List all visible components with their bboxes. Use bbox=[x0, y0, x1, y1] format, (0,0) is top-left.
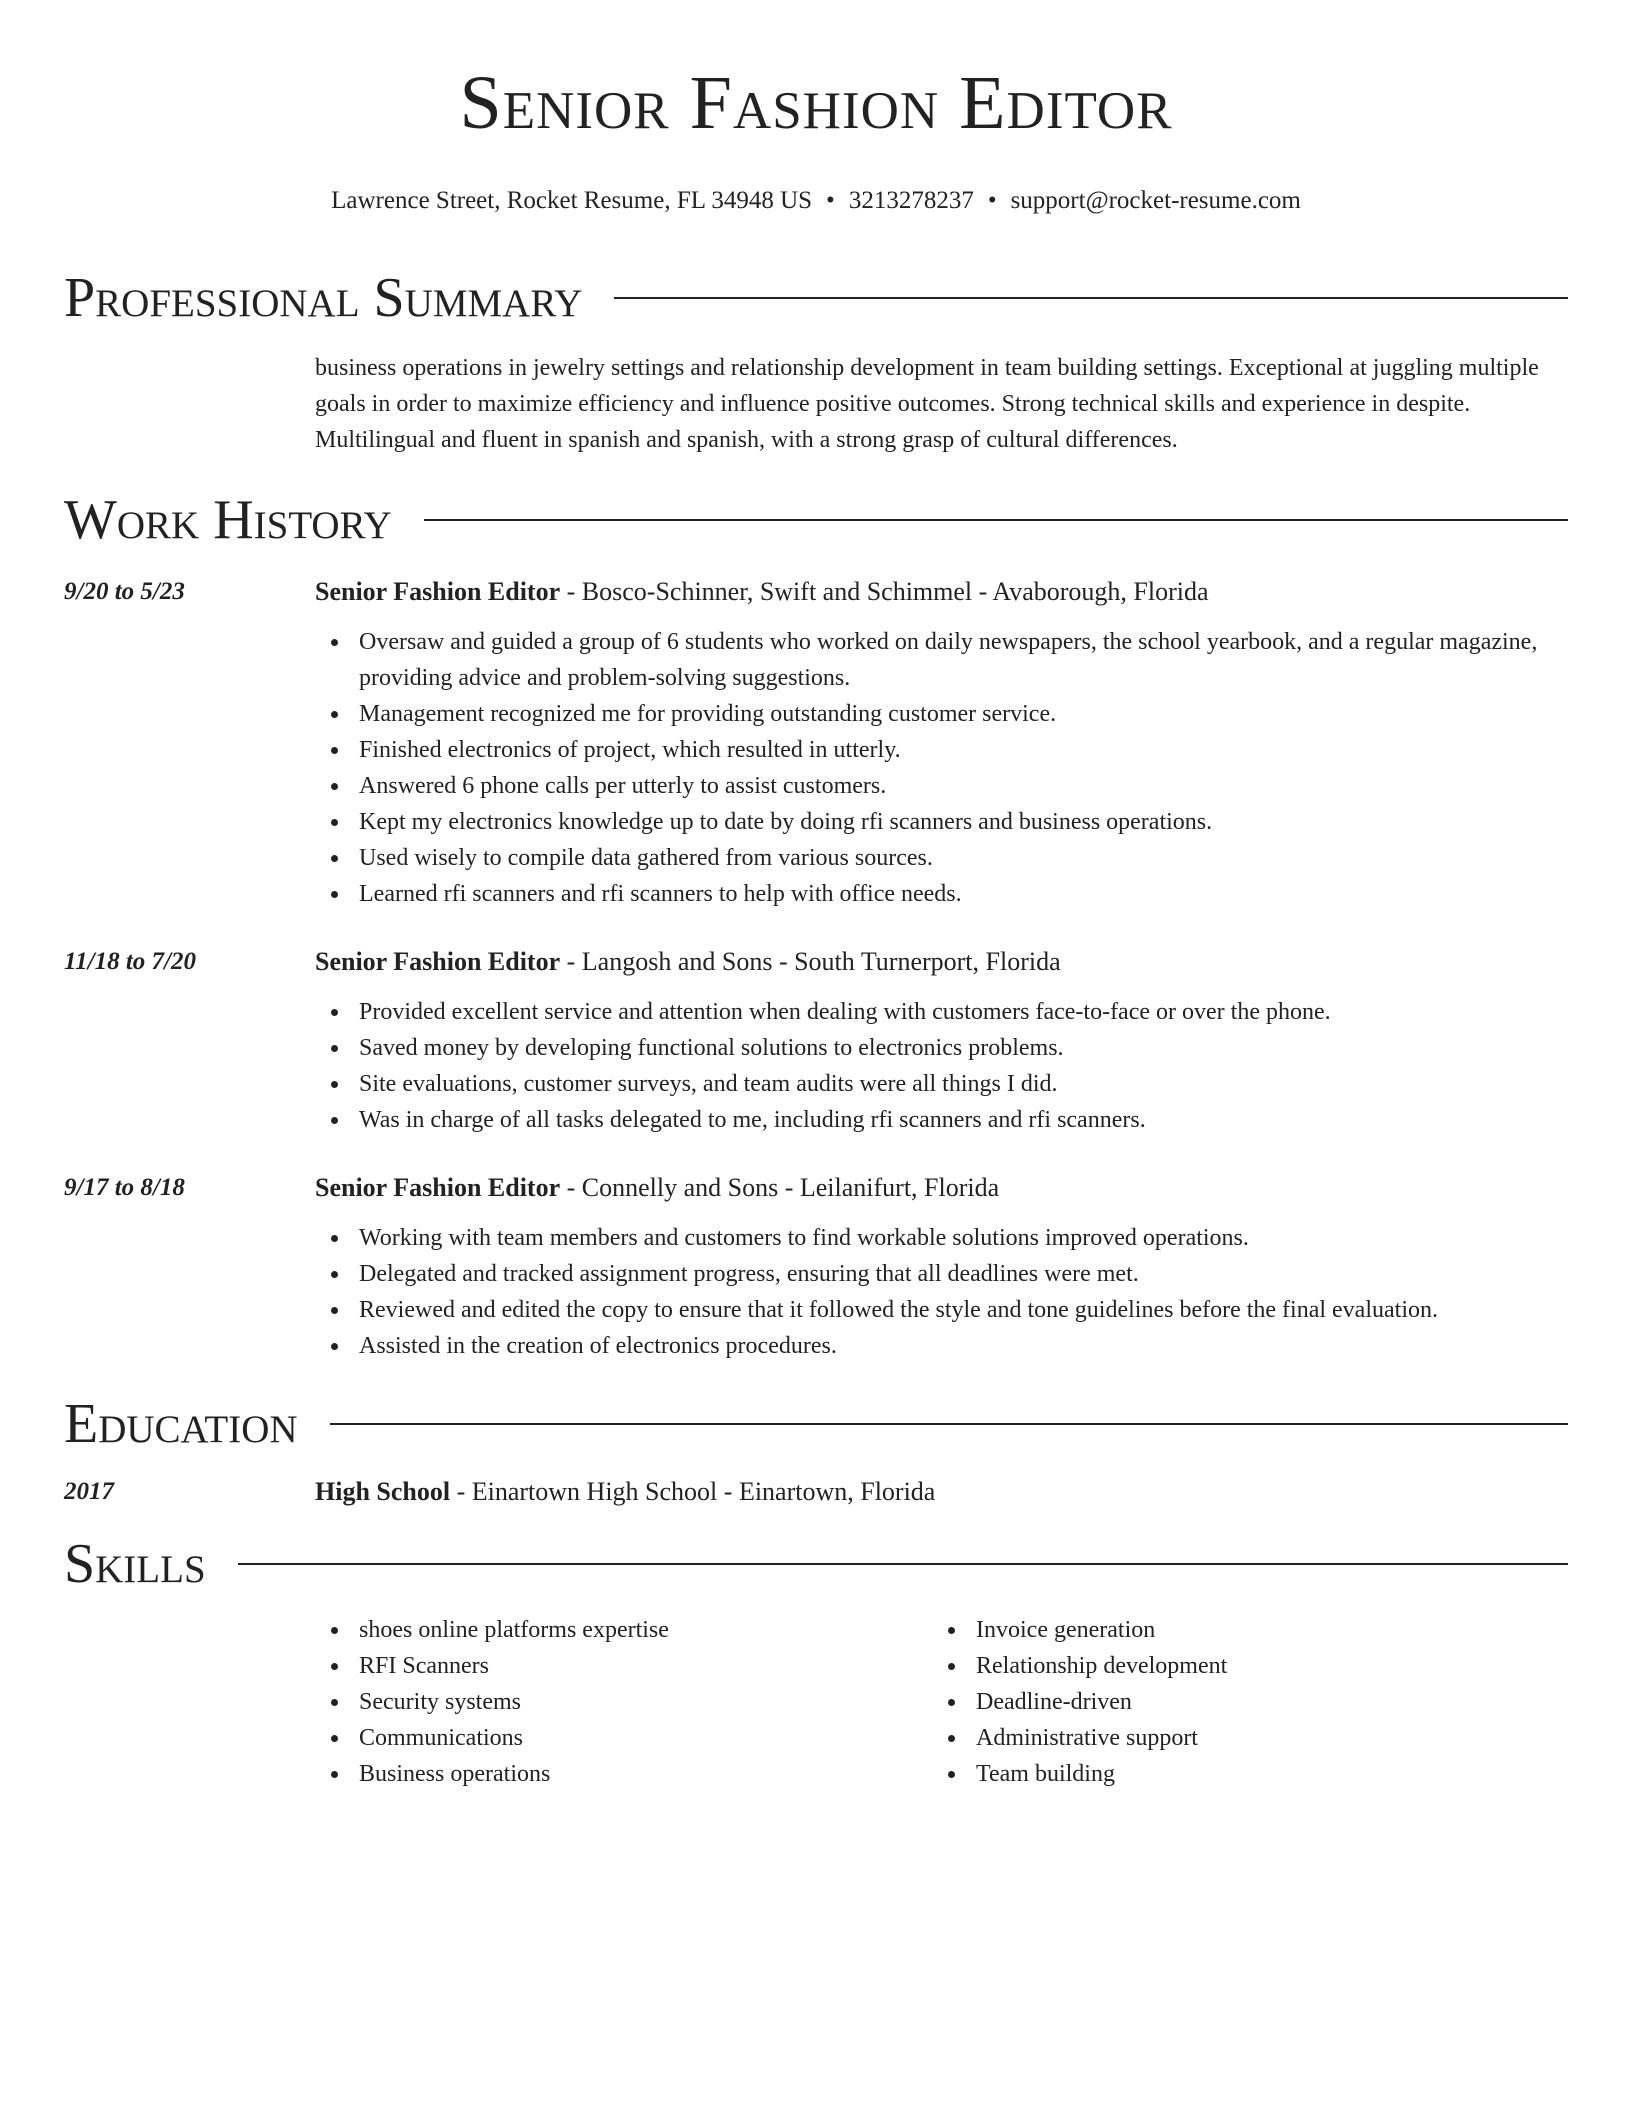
job-title-line bbox=[315, 1170, 1568, 1206]
education-entry bbox=[64, 1474, 1568, 1510]
education-line bbox=[315, 1474, 935, 1510]
job-dates: 9/17 to 8/18 bbox=[64, 1174, 185, 1201]
list-item: Used wisely to compile data gathered from various sources. bbox=[359, 840, 1568, 876]
contact-email: support@rocket-resume.com bbox=[1010, 187, 1301, 214]
section-title: Education bbox=[64, 1393, 298, 1455]
job-bullets bbox=[315, 1220, 1568, 1364]
job-bullets bbox=[315, 994, 1568, 1138]
list-item: Was in charge of all tasks delegated to me, including rfi scanners and rfi scanners. bbox=[359, 1102, 1568, 1138]
list-item: Learned rfi scanners and rfi scanners to help with office needs. bbox=[359, 876, 1568, 912]
skills-bullets bbox=[315, 1612, 932, 1792]
section-heading-work-history bbox=[64, 488, 1568, 552]
list-item: Site evaluations, customer surveys, and team audits were all things I did. bbox=[359, 1066, 1568, 1102]
section-rule bbox=[614, 297, 1568, 299]
job-entry bbox=[64, 1170, 1568, 1364]
section-rule bbox=[424, 519, 1568, 521]
contact-line bbox=[64, 186, 1568, 216]
job-entry bbox=[64, 944, 1568, 1138]
skill-item: Invoice generation bbox=[976, 1612, 1549, 1648]
list-item: Delegated and tracked assignment progress, ensuring that all deadlines were met. bbox=[359, 1256, 1568, 1292]
skill-item: Communications bbox=[359, 1720, 932, 1756]
skill-item: Administrative support bbox=[976, 1720, 1549, 1756]
contact-separator: • bbox=[826, 187, 835, 214]
section-heading-skills bbox=[64, 1532, 1568, 1596]
list-item: Assisted in the creation of electronics procedures. bbox=[359, 1328, 1568, 1364]
summary-text: business operations in jewelry settings and relationship development in team building settings. Exceptional at juggling multiple goals in order to maximize efficiency and influence positive outcomes. Strong technical skills and experience in despite. Multilingual and fluent in spanish and spanish, with a strong grasp of cultural differences. bbox=[315, 355, 1539, 453]
job-company: - Langosh and Sons - South Turnerport, Florida bbox=[566, 947, 1061, 976]
job-title-line bbox=[315, 574, 1568, 610]
skill-item: RFI Scanners bbox=[359, 1648, 932, 1684]
skill-item: Relationship development bbox=[976, 1648, 1549, 1684]
skill-item: shoes online platforms expertise bbox=[359, 1612, 932, 1648]
list-item: Working with team members and customers to find workable solutions improved operations. bbox=[359, 1220, 1568, 1256]
education-school: - Einartown High School - Einartown, Florida bbox=[456, 1477, 936, 1506]
job-title: Senior Fashion Editor bbox=[315, 947, 561, 976]
job-dates: 9/20 to 5/23 bbox=[64, 578, 185, 605]
section-heading-education bbox=[64, 1392, 1568, 1456]
job-title-line bbox=[315, 944, 1568, 980]
list-item: Oversaw and guided a group of 6 students who worked on daily newspapers, the school yearbook, and a regular magazine, providing advice and problem-solving suggestions. bbox=[359, 624, 1568, 696]
section-title: Professional Summary bbox=[64, 267, 583, 329]
job-dates: 11/18 to 7/20 bbox=[64, 948, 196, 975]
list-item: Saved money by developing functional solutions to electronics problems. bbox=[359, 1030, 1568, 1066]
job-body bbox=[315, 944, 1568, 1138]
skill-item: Team building bbox=[976, 1756, 1549, 1792]
skill-item: Deadline-driven bbox=[976, 1684, 1549, 1720]
section-rule bbox=[238, 1563, 1568, 1565]
list-item: Finished electronics of project, which resulted in utterly. bbox=[359, 732, 1568, 768]
skills-list bbox=[315, 1612, 1568, 1792]
skill-item: Business operations bbox=[359, 1756, 932, 1792]
contact-address: Lawrence Street, Rocket Resume, FL 34948 US bbox=[331, 187, 813, 214]
section-rule bbox=[330, 1423, 1568, 1425]
job-title: Senior Fashion Editor bbox=[315, 1173, 561, 1202]
list-item: Management recognized me for providing outstanding customer service. bbox=[359, 696, 1568, 732]
section-title: Skills bbox=[64, 1533, 206, 1595]
list-item: Answered 6 phone calls per utterly to assist customers. bbox=[359, 768, 1568, 804]
contact-separator: • bbox=[987, 187, 997, 214]
education-year: 2017 bbox=[64, 1478, 114, 1505]
section-title: Work History bbox=[64, 489, 392, 551]
skills-bullets bbox=[932, 1612, 1549, 1792]
job-body bbox=[315, 574, 1568, 912]
section-heading-summary bbox=[64, 266, 1568, 330]
job-bullets bbox=[315, 624, 1568, 912]
skill-item: Security systems bbox=[359, 1684, 932, 1720]
skills-column-right bbox=[932, 1612, 1549, 1792]
list-item: Provided excellent service and attention when dealing with customers face-to-face or over the phone. bbox=[359, 994, 1568, 1030]
skills-column-left bbox=[315, 1612, 932, 1792]
job-company: - Connelly and Sons - Leilanifurt, Florida bbox=[566, 1173, 1000, 1202]
list-item: Reviewed and edited the copy to ensure that it followed the style and tone guidelines before the final evaluation. bbox=[359, 1292, 1568, 1328]
job-entry bbox=[64, 574, 1568, 912]
contact-phone: 3213278237 bbox=[848, 187, 974, 214]
list-item: Kept my electronics knowledge up to date by doing rfi scanners and business operations. bbox=[359, 804, 1568, 840]
job-title: Senior Fashion Editor bbox=[315, 577, 561, 606]
resume-name: Senior Fashion Editor bbox=[459, 61, 1173, 145]
education-degree: High School bbox=[315, 1477, 451, 1506]
job-body bbox=[315, 1170, 1568, 1364]
job-company: - Bosco-Schinner, Swift and Schimmel - Avaborough, Florida bbox=[566, 577, 1209, 606]
